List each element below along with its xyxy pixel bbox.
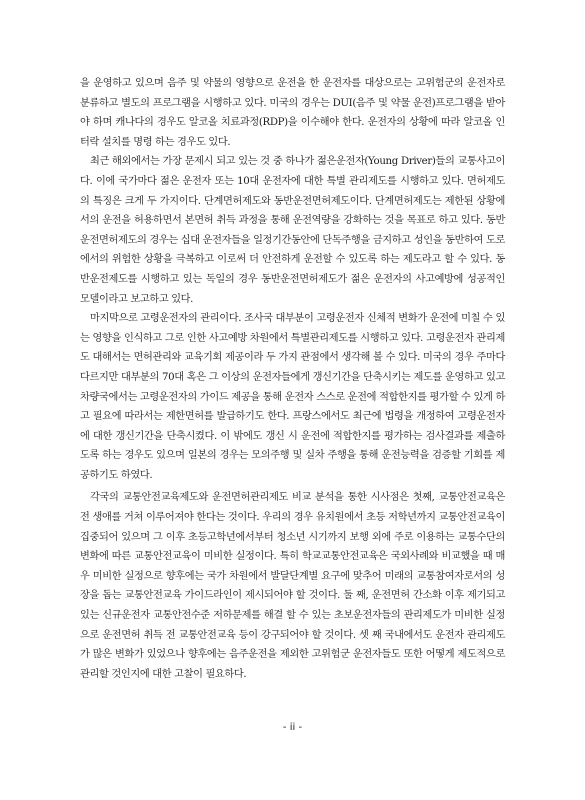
page-number: - ii - <box>282 722 303 733</box>
document-body <box>80 74 505 684</box>
paragraph-implications: 각국의 교통안전교육제도와 운전면허관리제도 비교 분석을 통한 시사점은 첫째, 교통안전교육은 전 생애를 거쳐 이루어져야 한다는 것이다. 우리의 경우 유치원에서 초등 저학년까지 교통안전교육이 집중되어 있으며 그 이후 초등고학년에서부터 청소년 시기까지 보행 외에 주로 이용하는 교통수단의 변화에 따른 교통안전교육이 미비한 실정이다. 특히 학교교통안전교육은 국외사례와 비교했을 때 매우 미비한 실정으로 향후에는 국가 차원에서 발달단계별 요구에 맞추어 미래의 교통참여자로서의 성장을 돕는 교통안전교육 가이드라인이 제시되어야 할 것이다. 둘 째, 운전면허 간소화 이후 제기되고 있는 신규운전자 교통안전수준 저하문제를 해결 할 수 있는 초보운전자들의 관리제도가 미비한 실정으로 운전면허 취득 전 교통안전교육 등이 강구되어야 할 것이다. 셋 째 국내에서도 운전자 관리제도가 많은 변화가 있었으나 향후에는 음주운전을 제외한 고위험군 운전자들도 또한 어떻게 제도적으로 관리할 것인지에 대한 고찰이 필요하다. <box>80 492 505 680</box>
paragraph-young-drivers: 최근 해외에서는 가장 문제시 되고 있는 것 중 하나가 젊은운전자(Young Driver)들의 교통사고이다. 이에 국가마다 젊은 운전자 또는 10대 운전자에 대한 특별 관리제도를 시행하고 있다. 면허제도의 특징은 크게 두 가지이다. 단계면허제도와 동반운전면허제도이다. 단계면허제도는 제한된 상황에서의 운전을 허용하면서 본면허 취득 과정을 통해 운전역량을 강화하는 것을 목표로 하고 있다. 동반운전면허제도의 경우는 십대 운전자들을 일정기간동안에 단독주행을 금지하고 성인을 동반하여 도로에서의 위험한 상황을 극복하고 이로써 더 안전하게 운전할 수 있도록 하는 제도라고 할 수 있다. 동반운전제도를 시행하고 있는 독일의 경우 동반운전면허제도가 젊은 운전자의 사고예방에 성공적인 모델이라고 보고하고 있다. <box>80 156 505 305</box>
paragraph-continuation: 을 운영하고 있으며 음주 및 약물의 영향으로 운전을 한 운전자를 대상으로는 고위험군의 운전자로 분류하고 별도의 프로그램을 시행하고 있다. 미국의 경우는 DUI(음주 및 약물 운전)프로그램을 받아야 하며 캐나다의 경우도 알코올 치료과정(RDP)을 이수해야 한다. 운전자의 상황에 따라 알코올 인터락 설치를 명령 하는 경우도 있다. <box>80 78 505 148</box>
paragraph-elderly-drivers: 마지막으로 고령운전자의 관리이다. 조사국 대부분이 고령운전자 신체적 변화가 운전에 미칠 수 있는 영향을 인식하고 그로 인한 사고예방 차원에서 특별관리제도를 시행하고 있다. 고령운전자 관리제도 대해서는 면허관리와 교육기회 제공이라 두 가지 관점에서 생각해 볼 수 있다. 미국의 경우 주마다 다르지만 대부분의 70대 혹은 그 이상의 운전자들에게 갱신기간을 단축시키는 제도를 운영하고 있고 차량국에서는 고령운전자의 가이드 제공을 통해 운전자 스스로 운전에 적합한지를 평가할 수 있게 하고 필요에 따라서는 제한면허를 발급하기도 한다. 프랑스에서도 최근에 법령을 개정하여 고령운전자에 대한 갱신기간을 단축시켰다. 이 밖에도 갱신 시 운전에 적합한지를 평가하는 검사결과를 제출하도록 하는 경우도 있으며 일본의 경우는 모의주행 및 실차 주행을 통해 운전능력을 검증할 기회를 제공하기도 하였다. <box>80 313 505 481</box>
